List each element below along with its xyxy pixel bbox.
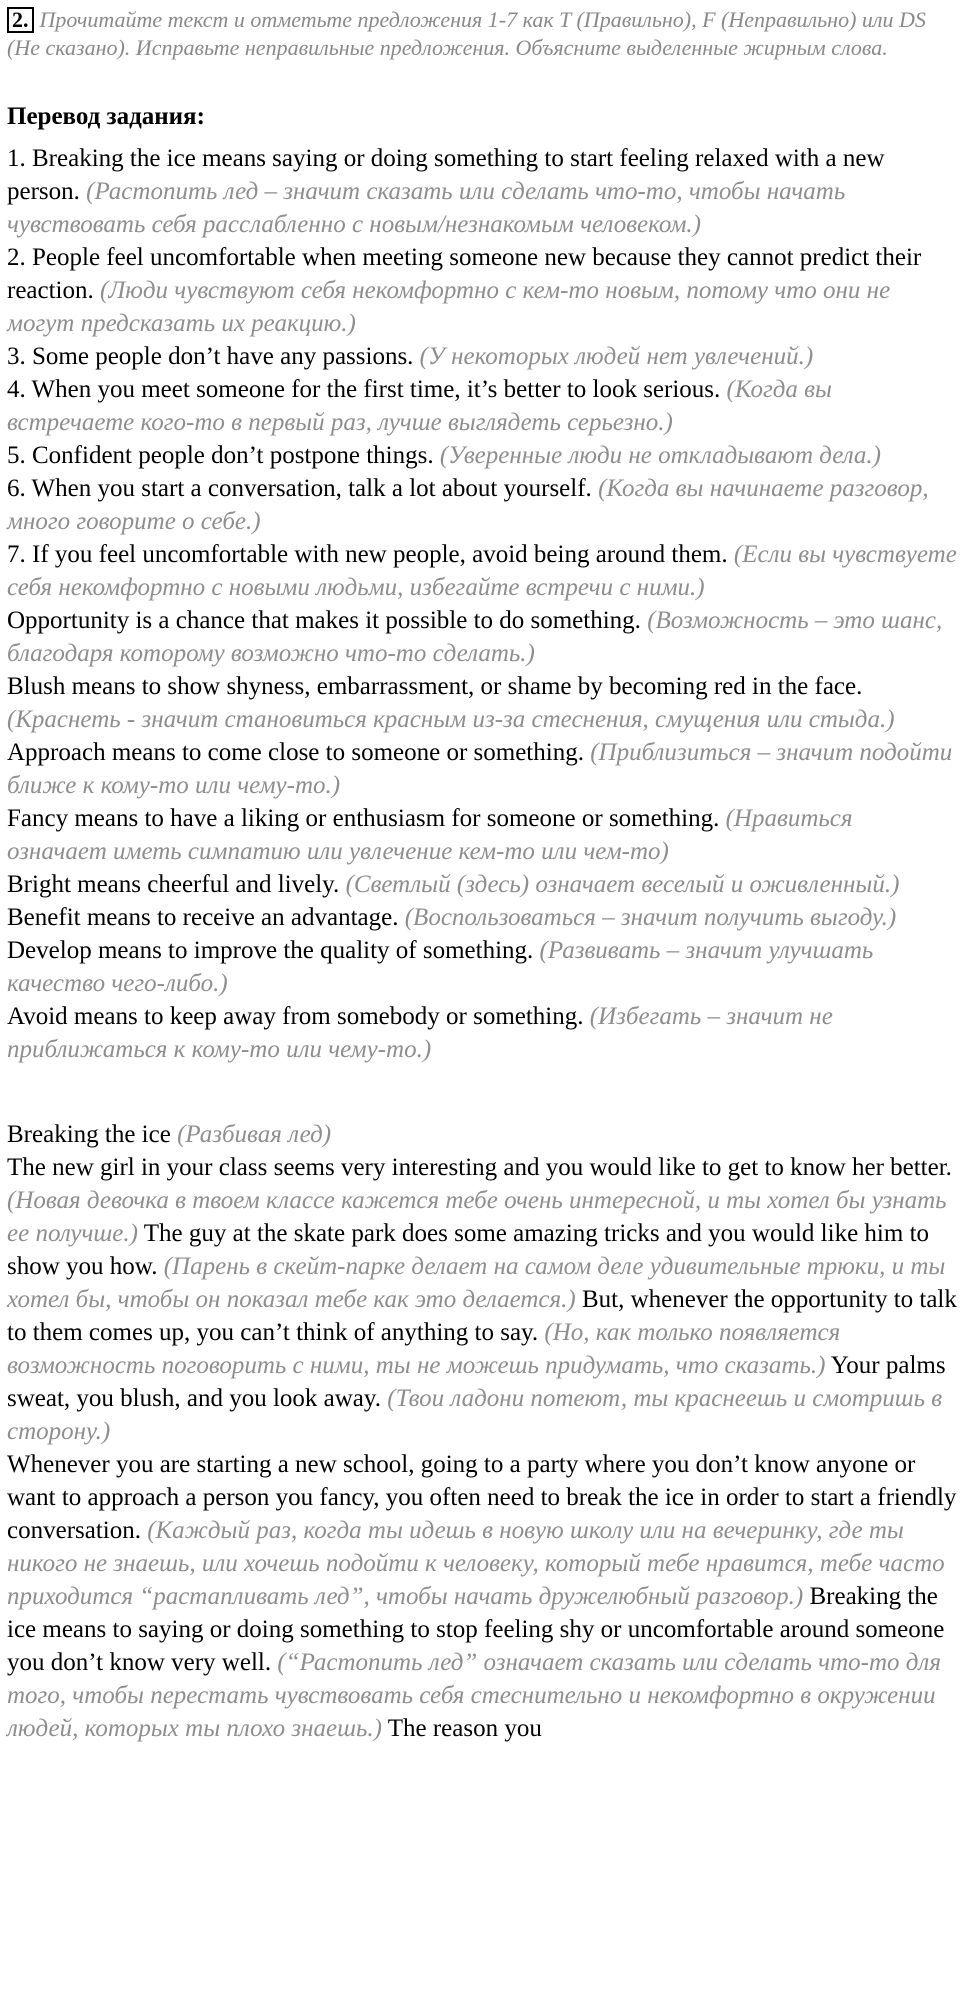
sentence-ru: (“Растопить лед” означает сказать или сделать что-то для того, чтобы перестать чувствовать себя стеснительно и некомфортно в окружении людей, которых ты плохо знаешь.) [7,1649,941,1742]
list-item [7,604,957,670]
list-item [7,142,957,241]
item-en: 3. Some people don’t have any passions. [7,343,414,370]
translation-title: Перевод задания: [7,103,205,130]
item-ru: (Когда вы встречаете кого-то в первый раз, лучше выглядеть серьезно.) [7,376,832,436]
document-page [7,6,957,1745]
list-item [7,373,957,439]
sentence-ru: (Новая девочка в твоем классе кажется тебе очень интересной, и ты хотел бы узнать ее получше.) [7,1187,947,1247]
item-list [7,142,957,1066]
item-ru: (Развивать – значит улучшать качество чего-либо.) [7,937,874,997]
item-en: Bright means cheerful and lively. [7,871,340,898]
list-item [7,340,957,373]
item-en: Blush means to show shyness, embarrassment, or shame by becoming red in the face. [7,673,863,700]
list-item [7,736,957,802]
sentence-ru: (Каждый раз, когда ты идешь в новую школу или на вечеринку, где ты никого не знаешь, или хочешь подойти к человеку, который тебе нравится, тебе часто приходится “растапливать лед”, чтобы начать дружелюбный разговор.) [7,1517,945,1610]
item-en: 4. When you meet someone for the first time, it’s better to look serious. [7,376,721,403]
story-title [7,1118,957,1151]
sentence-en: The reason you [387,1715,542,1742]
item-en: Avoid means to keep away from somebody or something. [7,1003,584,1030]
item-ru: (Нравиться означает иметь симпатию или увлечение кем-то или чем-то) [7,805,853,865]
list-item [7,1000,957,1066]
sentence-ru: (Парень в скейт-парке делает на самом деле удивительные трюки, и ты хотел бы, чтобы он показал тебе как это делается.) [7,1253,946,1313]
task-number: 2. [7,7,34,33]
sentence-en: Your palms sweat, you blush, and you look away. [7,1352,946,1412]
item-en: 6. When you start a conversation, talk a lot about yourself. [7,475,592,502]
story-title-ru: (Разбивая лед) [177,1121,332,1148]
sentence-en: Whenever you are starting a new school, going to a party where you don’t know anyone or want to approach a person you fancy, you often need to break the ice in order to start a friendly conversation. [7,1451,957,1544]
list-item [7,241,957,340]
list-item [7,802,957,868]
item-ru: (Светлый (здесь) означает веселый и оживленный.) [345,871,900,898]
list-item [7,868,957,901]
item-en: Develop means to improve the quality of something. [7,937,534,964]
sentence-en: The new girl in your class seems very interesting and you would like to get to know her better. [7,1154,952,1181]
item-ru: (Уверенные люди не откладывают дела.) [439,442,881,469]
item-ru: (Когда вы начинаете разговор, много говорите о себе.) [7,475,929,535]
section-spacer [7,1066,957,1118]
sentence-en: Breaking the ice means to saying or doing something to stop feeling shy or uncomfortable around someone you don’t know very well. [7,1583,945,1676]
item-en: 5. Confident people don’t postpone things. [7,442,434,469]
story-title-en: Breaking the ice [7,1121,171,1148]
item-ru: (Люди чувствуют себя некомфортно с кем-то новым, потому что они не могут предсказать их реакцию.) [7,277,891,337]
sentence-ru: (Но, как только появляется возможность поговорить с ними, ты не можешь придумать, что сказать.) [7,1319,841,1379]
item-en: Opportunity is a chance that makes it possible to do something. [7,607,641,634]
item-en: 1. Breaking the ice means saying or doing something to start feeling relaxed with a new person. [7,145,885,205]
sentence-ru: (Твои ладони потеют, ты краснеешь и смотришь в сторону.) [7,1385,943,1445]
list-item [7,901,957,934]
list-item [7,472,957,538]
item-ru: (У некоторых людей нет увлечений.) [419,343,814,370]
item-ru: (Если вы чувствуете себя некомфортно с новыми людьми, избегайте встречи с ними.) [7,541,957,601]
item-en: Fancy means to have a liking or enthusiasm for someone or something. [7,805,720,832]
item-en: 2. People feel uncomfortable when meeting someone new because they cannot predict their reaction. [7,244,922,304]
list-item [7,439,957,472]
item-ru: (Воспользоваться – значит получить выгоду.) [404,904,897,931]
sentence-en: The guy at the skate park does some amazing tricks and you would like him to show you how. [7,1220,930,1280]
task-header [7,6,957,62]
list-item [7,670,957,736]
item-ru: (Краснеть - значит становиться красным из-за стеснения, смущения или стыда.) [7,706,895,733]
list-item [7,538,957,604]
story-paragraph-2 [7,1448,957,1745]
item-ru: (Приблизиться – значит подойти ближе к кому-то или чему-то.) [7,739,953,799]
list-item [7,934,957,1000]
item-en: Approach means to come close to someone or something. [7,739,584,766]
task-instruction: Прочитайте текст и отметьте предложения 1-7 как T (Правильно), F (Неправильно) или DS (Не сказано). Исправьте неправильные предложения. Объясните выделенные жирным слова. [7,7,926,60]
item-ru: (Возможность – это шанс, благодаря которому возможно что-то сделать.) [7,607,943,667]
sentence-en: But, whenever the opportunity to talk to them comes up, you can’t think of anything to say. [7,1286,957,1346]
story-paragraph-1 [7,1151,957,1448]
item-ru: (Избегать – значит не приближаться к кому-то или чему-то.) [7,1003,833,1063]
item-en: Benefit means to receive an advantage. [7,904,399,931]
item-ru: (Растопить лед – значит сказать или сделать что-то, чтобы начать чувствовать себя расслабленно с новым/незнакомым человеком.) [7,178,846,238]
item-en: 7. If you feel uncomfortable with new people, avoid being around them. [7,541,728,568]
